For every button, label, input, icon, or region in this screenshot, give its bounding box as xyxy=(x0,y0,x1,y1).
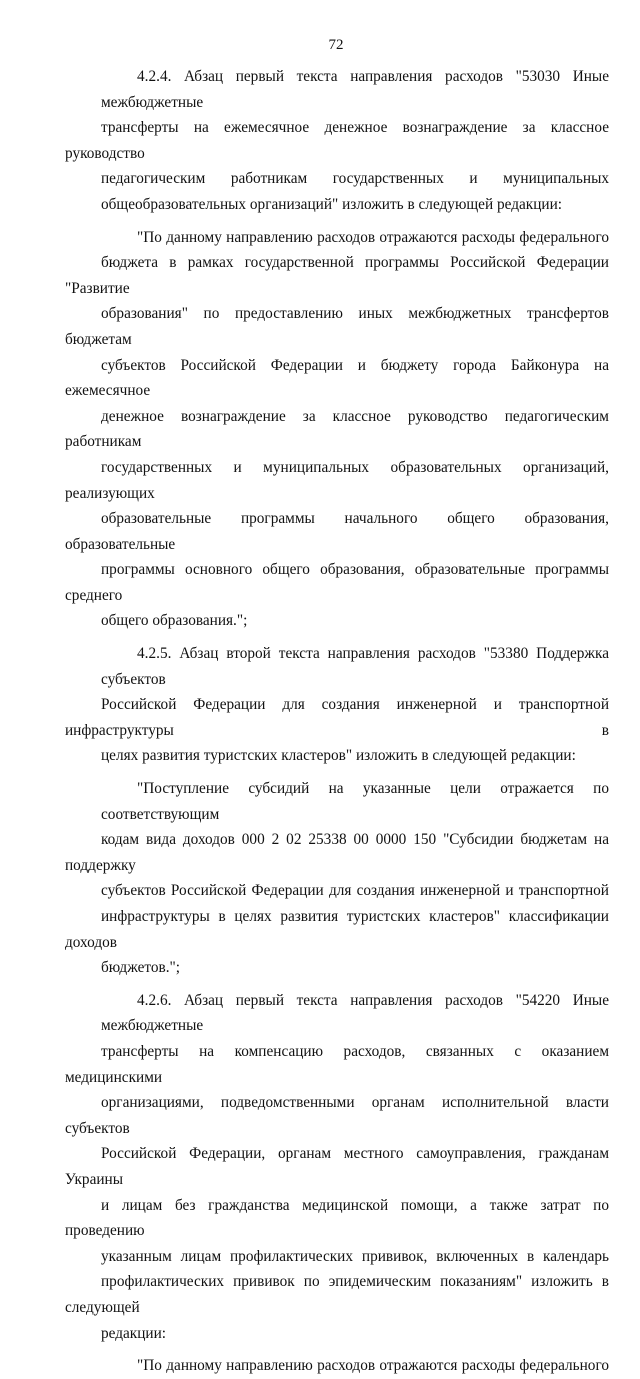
document-body xyxy=(65,64,609,1379)
text-line: бюджетов."; xyxy=(101,959,181,977)
text-line: бюджета в рамках государственной программы Российской Федерации "Развитие xyxy=(65,254,609,297)
text-line: профилактических прививок по эпидемическим показаниям" изложить в следующей xyxy=(65,1273,609,1316)
text-line: трансферты на компенсацию расходов, связанных с оказанием медицинскими xyxy=(65,1042,609,1086)
text-line: 4.2.4. Абзац первый текста направления расходов "53030 Иные межбюджетные xyxy=(101,68,609,111)
paragraph-quote-53030 xyxy=(65,225,609,635)
paragraph-quote-53380 xyxy=(65,776,609,981)
text-line: организациями, подведомственными органам исполнительной власти субъектов xyxy=(65,1094,609,1137)
text-line: "Поступление субсидий на указанные цели отражается по соответствующим xyxy=(101,780,609,823)
text-line: указанным лицам профилактических прививок, включенных в календарь xyxy=(101,1247,609,1265)
text-line: общего образования."; xyxy=(101,612,248,630)
text-line: денежное вознаграждение за классное руководство педагогическим работникам xyxy=(65,407,609,451)
text-line: Российской Федерации, органам местного самоуправления, гражданам Украины xyxy=(65,1145,609,1188)
paragraph-4-2-4 xyxy=(65,64,609,218)
text-line: целях развития туристских кластеров" изложить в следующей редакции: xyxy=(101,747,576,765)
text-line: "По данному направлению расходов отражаются расходы федерального xyxy=(137,1357,609,1375)
text-line: общеобразовательных организаций" изложить в следующей редакции: xyxy=(101,195,563,213)
text-line: педагогическим работникам государственных и муниципальных xyxy=(101,170,609,188)
text-line: Российской Федерации для создания инженерной и транспортной инфраструктуры в xyxy=(65,696,609,739)
text-line: государственных и муниципальных образовательных организаций, реализующих xyxy=(65,458,609,502)
text-line: субъектов Российской Федерации для создания инженерной и транспортной xyxy=(101,882,609,900)
text-line: программы основного общего образования, образовательные программы среднего xyxy=(65,561,609,604)
text-line: инфраструктуры в целях развития туристских кластеров" классификации доходов xyxy=(65,908,609,951)
text-line: редакции: xyxy=(101,1324,167,1342)
paragraph-4-2-6 xyxy=(65,988,609,1346)
text-line: трансферты на ежемесячное денежное вознаграждение за классное руководство xyxy=(65,119,609,162)
text-line: и лицам без гражданства медицинской помощи, а также затрат по проведению xyxy=(65,1196,609,1240)
text-line: 4.2.5. Абзац второй текста направления расходов "53380 Поддержка субъектов xyxy=(101,645,609,688)
text-line: "По данному направлению расходов отражаются расходы федерального xyxy=(137,228,609,246)
text-line: 4.2.6. Абзац первый текста направления расходов "54220 Иные межбюджетные xyxy=(101,991,609,1035)
text-line: кодам вида доходов 000 2 02 25338 00 0000 150 "Субсидии бюджетам на поддержку xyxy=(65,831,609,874)
text-line: образования" по предоставлению иных межбюджетных трансфертов бюджетам xyxy=(65,305,609,348)
paragraph-quote-54220 xyxy=(65,1353,609,1379)
text-line: субъектов Российской Федерации и бюджету города Байконура на ежемесячное xyxy=(65,356,609,400)
paragraph-4-2-5 xyxy=(65,641,609,769)
page-number: 72 xyxy=(328,37,344,53)
text-line: образовательные программы начального общего образования, образовательные xyxy=(65,510,609,553)
